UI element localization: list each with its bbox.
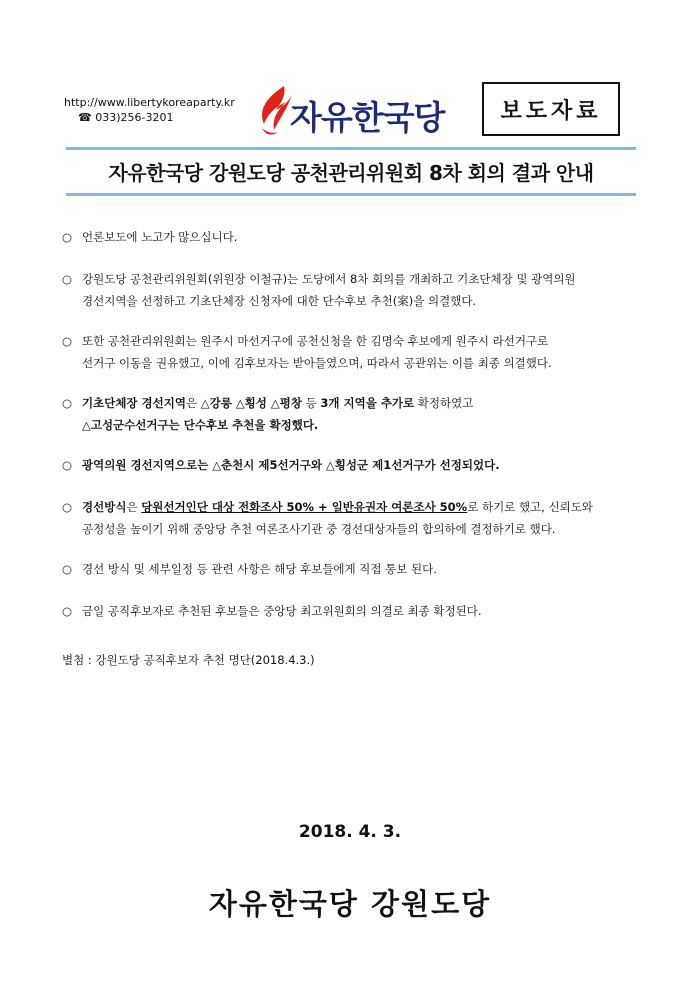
text-run: 경선방식 — [82, 500, 127, 514]
party-url[interactable]: http://www.libertykoreaparty.kr — [64, 96, 235, 109]
release-date: 2018. 4. 3. — [298, 822, 402, 842]
text-run: 경선지역을 선정하고 기초단체장 신청자에 대한 단수후보 추천(案)을 의결했다. — [82, 294, 477, 308]
text-run: 로 하기로 했고, 신뢰도와 — [467, 500, 593, 514]
text-run: 은 — [185, 396, 201, 410]
bullet-marker: ○ — [62, 396, 73, 410]
bullet-marker: ○ — [62, 604, 73, 618]
bullet-marker: ○ — [62, 334, 73, 348]
text-run: 언론보도에 노고가 많으십니다. — [82, 230, 238, 244]
bullet-marker: ○ — [62, 458, 73, 472]
header-contact — [64, 95, 235, 125]
list-item — [62, 268, 662, 312]
title-rule-bottom — [66, 193, 636, 196]
title-rule-top — [66, 147, 636, 150]
bullet-marker: ○ — [62, 230, 73, 244]
list-item-line — [62, 600, 662, 622]
list-item-line — [62, 454, 662, 476]
text-run: 등 — [301, 396, 321, 410]
list-item-line — [62, 414, 662, 436]
bullet-marker: ○ — [62, 272, 73, 286]
list-item — [62, 226, 662, 248]
list-item-line — [62, 558, 662, 580]
text-run: △강릉 △횡성 △평창 — [200, 396, 302, 410]
text-run: 강원도당 공천관리위원회(위원장 이철규)는 도당에서 8차 회의를 개최하고 기초단체장 및 광역의원 — [82, 272, 576, 286]
text-run: 경선 방식 및 세부일정 등 관련 사항은 해당 후보들에게 직접 통보 된다. — [82, 562, 437, 576]
list-item — [62, 454, 662, 476]
list-item-line — [62, 330, 662, 352]
press-release-badge: 보도자료 — [482, 82, 620, 136]
list-item — [62, 600, 662, 622]
list-item-line — [62, 496, 662, 518]
phone-number: ☎ 033)256-3201 — [78, 111, 174, 124]
text-run: 은 — [126, 500, 142, 514]
text-run: 공정성을 높이기 위해 중앙당 추천 여론조사기관 중 경선대상자들의 합의하에 결정하기로 했다. — [82, 522, 556, 536]
page-title: 자유한국당 강원도당 공천관리위원회 8차 회의 결과 안내 — [108, 161, 594, 185]
text-run: 선거구 이동을 권유했고, 이에 김후보자는 받아들였으며, 따라서 공관위는 이를 최종 의결했다. — [82, 356, 552, 370]
list-item — [62, 496, 662, 540]
text-run: 광역의원 경선지역으로는 △춘천시 제5선거구와 △횡성군 제1선거구가 선정되었다. — [82, 458, 500, 472]
text-run: 3개 지역을 추가로 — [320, 396, 415, 410]
list-item-line — [62, 290, 662, 312]
text-run: △고성군수선거구는 단수후보 추천을 확정했다. — [82, 418, 319, 432]
logo-wordmark: 자유한국당 — [290, 98, 445, 137]
attachment-note: 별첨 : 강원도당 공직후보자 추천 명단(2018.4.3.) — [62, 653, 315, 667]
list-item — [62, 392, 662, 436]
text-run: 금일 공직후보자로 추천된 후보들은 중앙당 최고위원회의 의결로 최종 확정된다. — [82, 604, 482, 618]
list-item-line — [62, 268, 662, 290]
list-item-line — [62, 352, 662, 374]
bullet-marker: ○ — [62, 562, 73, 576]
list-item-line — [62, 518, 662, 540]
text-run: 기초단체장 경선지역 — [82, 396, 186, 410]
text-run: 확정하였고 — [414, 396, 474, 410]
text-run: 당원선거인단 대상 전화조사 50% + 일반유권자 여론조사 50% — [141, 500, 468, 514]
signature: 자유한국당 강원도당 — [208, 887, 492, 921]
list-item-line — [62, 226, 662, 248]
text-run: 또한 공천관리위원회는 원주시 마선거구에 공천신청을 한 김명숙 후보에게 원주시 라선거구로 — [82, 334, 549, 348]
bullet-marker: ○ — [62, 500, 73, 514]
list-item — [62, 558, 662, 580]
list-item — [62, 330, 662, 374]
party-logo — [254, 84, 454, 140]
torch-flame-icon — [254, 84, 294, 140]
list-item-line — [62, 392, 662, 414]
